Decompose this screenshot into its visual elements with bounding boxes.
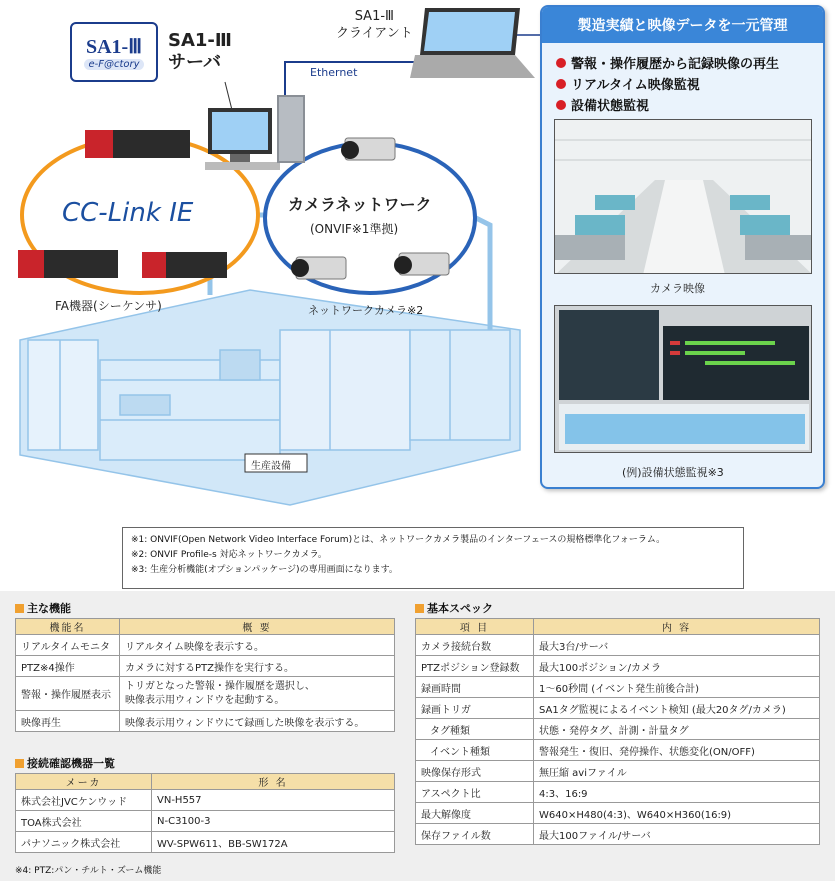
table-row (16, 811, 395, 832)
sa1-logo (70, 22, 158, 82)
panel-title: 製造実績と映像データを一元管理 (542, 7, 823, 43)
table-row (16, 790, 395, 811)
table-cell: 最大100ポジション/カメラ (534, 656, 820, 677)
table-cell: 状態・発停タグ、計測・計量タグ (534, 719, 820, 740)
table-cell: パナソニック株式会社 (16, 832, 152, 853)
devices-table (15, 773, 395, 853)
ptz-footnote: ※4: PTZ:パン・チルト・ズーム機能 (15, 866, 162, 876)
table-row (416, 698, 820, 719)
status-monitor-screen (555, 306, 812, 453)
management-panel (540, 5, 825, 489)
status-monitor-caption: (例)設備状態監視※3 (622, 466, 724, 479)
table-cell: 映像再生 (16, 711, 120, 732)
panel-bullet (556, 74, 823, 93)
camera-image-caption: カメラ映像 (650, 282, 705, 295)
table-row (416, 824, 820, 845)
table-cell: 警報・操作履歴表示 (16, 677, 120, 711)
table-cell: W640×H480(4:3)、W640×H360(16:9) (534, 803, 820, 824)
devices-title-text: 接続確認機器一覧 (27, 757, 115, 770)
table-header-row (416, 619, 820, 635)
table-header: 形 名 (152, 774, 395, 790)
network-camera-label: ネットワークカメラ※2 (308, 304, 424, 317)
footnote-2: ※2: ONVIF Profile-s 対応ネットワークカメラ。 (131, 550, 327, 560)
functions-title-text: 主な機能 (27, 602, 71, 615)
section-square-icon (415, 604, 424, 613)
table-row (16, 656, 395, 677)
server-label-line2: サーバ (168, 52, 222, 73)
section-square-icon (15, 759, 24, 768)
panel-bullet-text: 警報・操作履歴から記録映像の再生 (571, 57, 780, 72)
table-row (416, 719, 820, 740)
table-cell: 無圧縮 aviファイル (534, 761, 820, 782)
table-cell: VN-H557 (152, 790, 395, 811)
client-label-line2: クライアント (336, 26, 413, 41)
table-row (416, 677, 820, 698)
table-row (16, 635, 395, 656)
server-label-line1: SA1-Ⅲ (168, 30, 232, 51)
table-cell: 映像保存形式 (416, 761, 534, 782)
table-cell: リアルタイムモニタ (16, 635, 120, 656)
camera-network-title: カメラネットワーク (288, 195, 432, 214)
bullet-dot-icon (556, 100, 566, 110)
table-cell: 録画トリガ (416, 698, 534, 719)
server-label (168, 30, 232, 74)
ethernet-label: Ethernet (310, 66, 358, 79)
camera-image (554, 119, 812, 274)
client-label-line1: SA1-Ⅲ (354, 9, 394, 24)
footnotes-box (122, 527, 744, 589)
table-cell: PTZ※4操作 (16, 656, 120, 677)
table-cell: 映像表示用ウィンドウにて録画した映像を表示する。 (120, 711, 395, 732)
production-equipment-label: 生産設備 (251, 461, 291, 472)
client-label (336, 8, 413, 42)
client-laptop-icon (410, 8, 535, 78)
table-header: 内 容 (534, 619, 820, 635)
table-row (416, 803, 820, 824)
table-row (16, 832, 395, 853)
footnote-1: ※1: ONVIF(Open Network Video Interface Forum)とは、ネットワークカメラ製品のインターフェースの規格標準化フォーラム。 (131, 535, 666, 545)
panel-bullet-list (542, 43, 823, 114)
table-cell: 4:3、16:9 (534, 782, 820, 803)
panel-bullet-text: リアルタイム映像監視 (571, 78, 700, 93)
factory-floor-image (555, 120, 812, 274)
table-row (416, 635, 820, 656)
table-cell: 警報発生・復旧、発停操作、状態変化(ON/OFF) (534, 740, 820, 761)
table-row (416, 740, 820, 761)
table-header-row (16, 619, 395, 635)
table-cell: リアルタイム映像を表示する。 (120, 635, 395, 656)
spec-section (0, 591, 835, 881)
table-cell: 株式会社JVCケンウッド (16, 790, 152, 811)
table-header: 概 要 (120, 619, 395, 635)
status-monitor-image (554, 305, 812, 453)
table-header: メーカ (16, 774, 152, 790)
panel-bullet (556, 95, 823, 114)
panel-bullet-text: 設備状態監視 (571, 99, 650, 114)
table-cell: カメラ接続台数 (416, 635, 534, 656)
ethernet-line (285, 62, 430, 100)
specs-table (415, 618, 820, 845)
table-cell: カメラに対するPTZ操作を実行する。 (120, 656, 395, 677)
table-header-row (16, 774, 395, 790)
specs-title (415, 600, 493, 616)
table-cell: 保存ファイル数 (416, 824, 534, 845)
logo-sub-text: e-F@ctory (84, 59, 143, 70)
table-cell: 最大解像度 (416, 803, 534, 824)
table-cell: 最大3台/サーバ (534, 635, 820, 656)
camera-network-sub: (ONVIF※1準拠) (310, 222, 399, 236)
devices-title (15, 755, 115, 771)
table-cell: イベント種類 (416, 740, 534, 761)
table-cell: 録画時間 (416, 677, 534, 698)
table-cell: トリガとなった警報・操作履歴を選択し、 映像表示用ウィンドウを起動する。 (120, 677, 395, 711)
table-row (416, 782, 820, 803)
table-header: 機能名 (16, 619, 120, 635)
functions-title (15, 600, 71, 616)
table-cell: N-C3100-3 (152, 811, 395, 832)
section-square-icon (15, 604, 24, 613)
footnote-3: ※3: 生産分析機能(オプションパッケージ)の専用画面になります。 (131, 565, 398, 575)
table-cell: TOA株式会社 (16, 811, 152, 832)
table-cell: アスペクト比 (416, 782, 534, 803)
table-row (416, 656, 820, 677)
functions-table (15, 618, 395, 732)
logo-main-text: SA1-Ⅲ (85, 36, 142, 58)
table-row (416, 761, 820, 782)
fa-equipment-label: FA機器(シーケンサ) (55, 299, 162, 313)
bullet-dot-icon (556, 79, 566, 89)
bullet-dot-icon (556, 58, 566, 68)
table-header: 項 目 (416, 619, 534, 635)
table-cell: 1～60秒間 (イベント発生前後合計) (534, 677, 820, 698)
cclink-logo-text: CC-Link IE (62, 198, 194, 228)
table-row (16, 711, 395, 732)
table-cell: タグ種類 (416, 719, 534, 740)
panel-bullet (556, 53, 823, 72)
table-cell: PTZポジション登録数 (416, 656, 534, 677)
table-row (16, 677, 395, 711)
table-cell: WV-SPW611、BB-SW172A (152, 832, 395, 853)
specs-title-text: 基本スペック (427, 602, 493, 615)
table-cell: SA1タグ監視によるイベント検知 (最大20タグ/カメラ) (534, 698, 820, 719)
table-cell: 最大100ファイル/サーバ (534, 824, 820, 845)
